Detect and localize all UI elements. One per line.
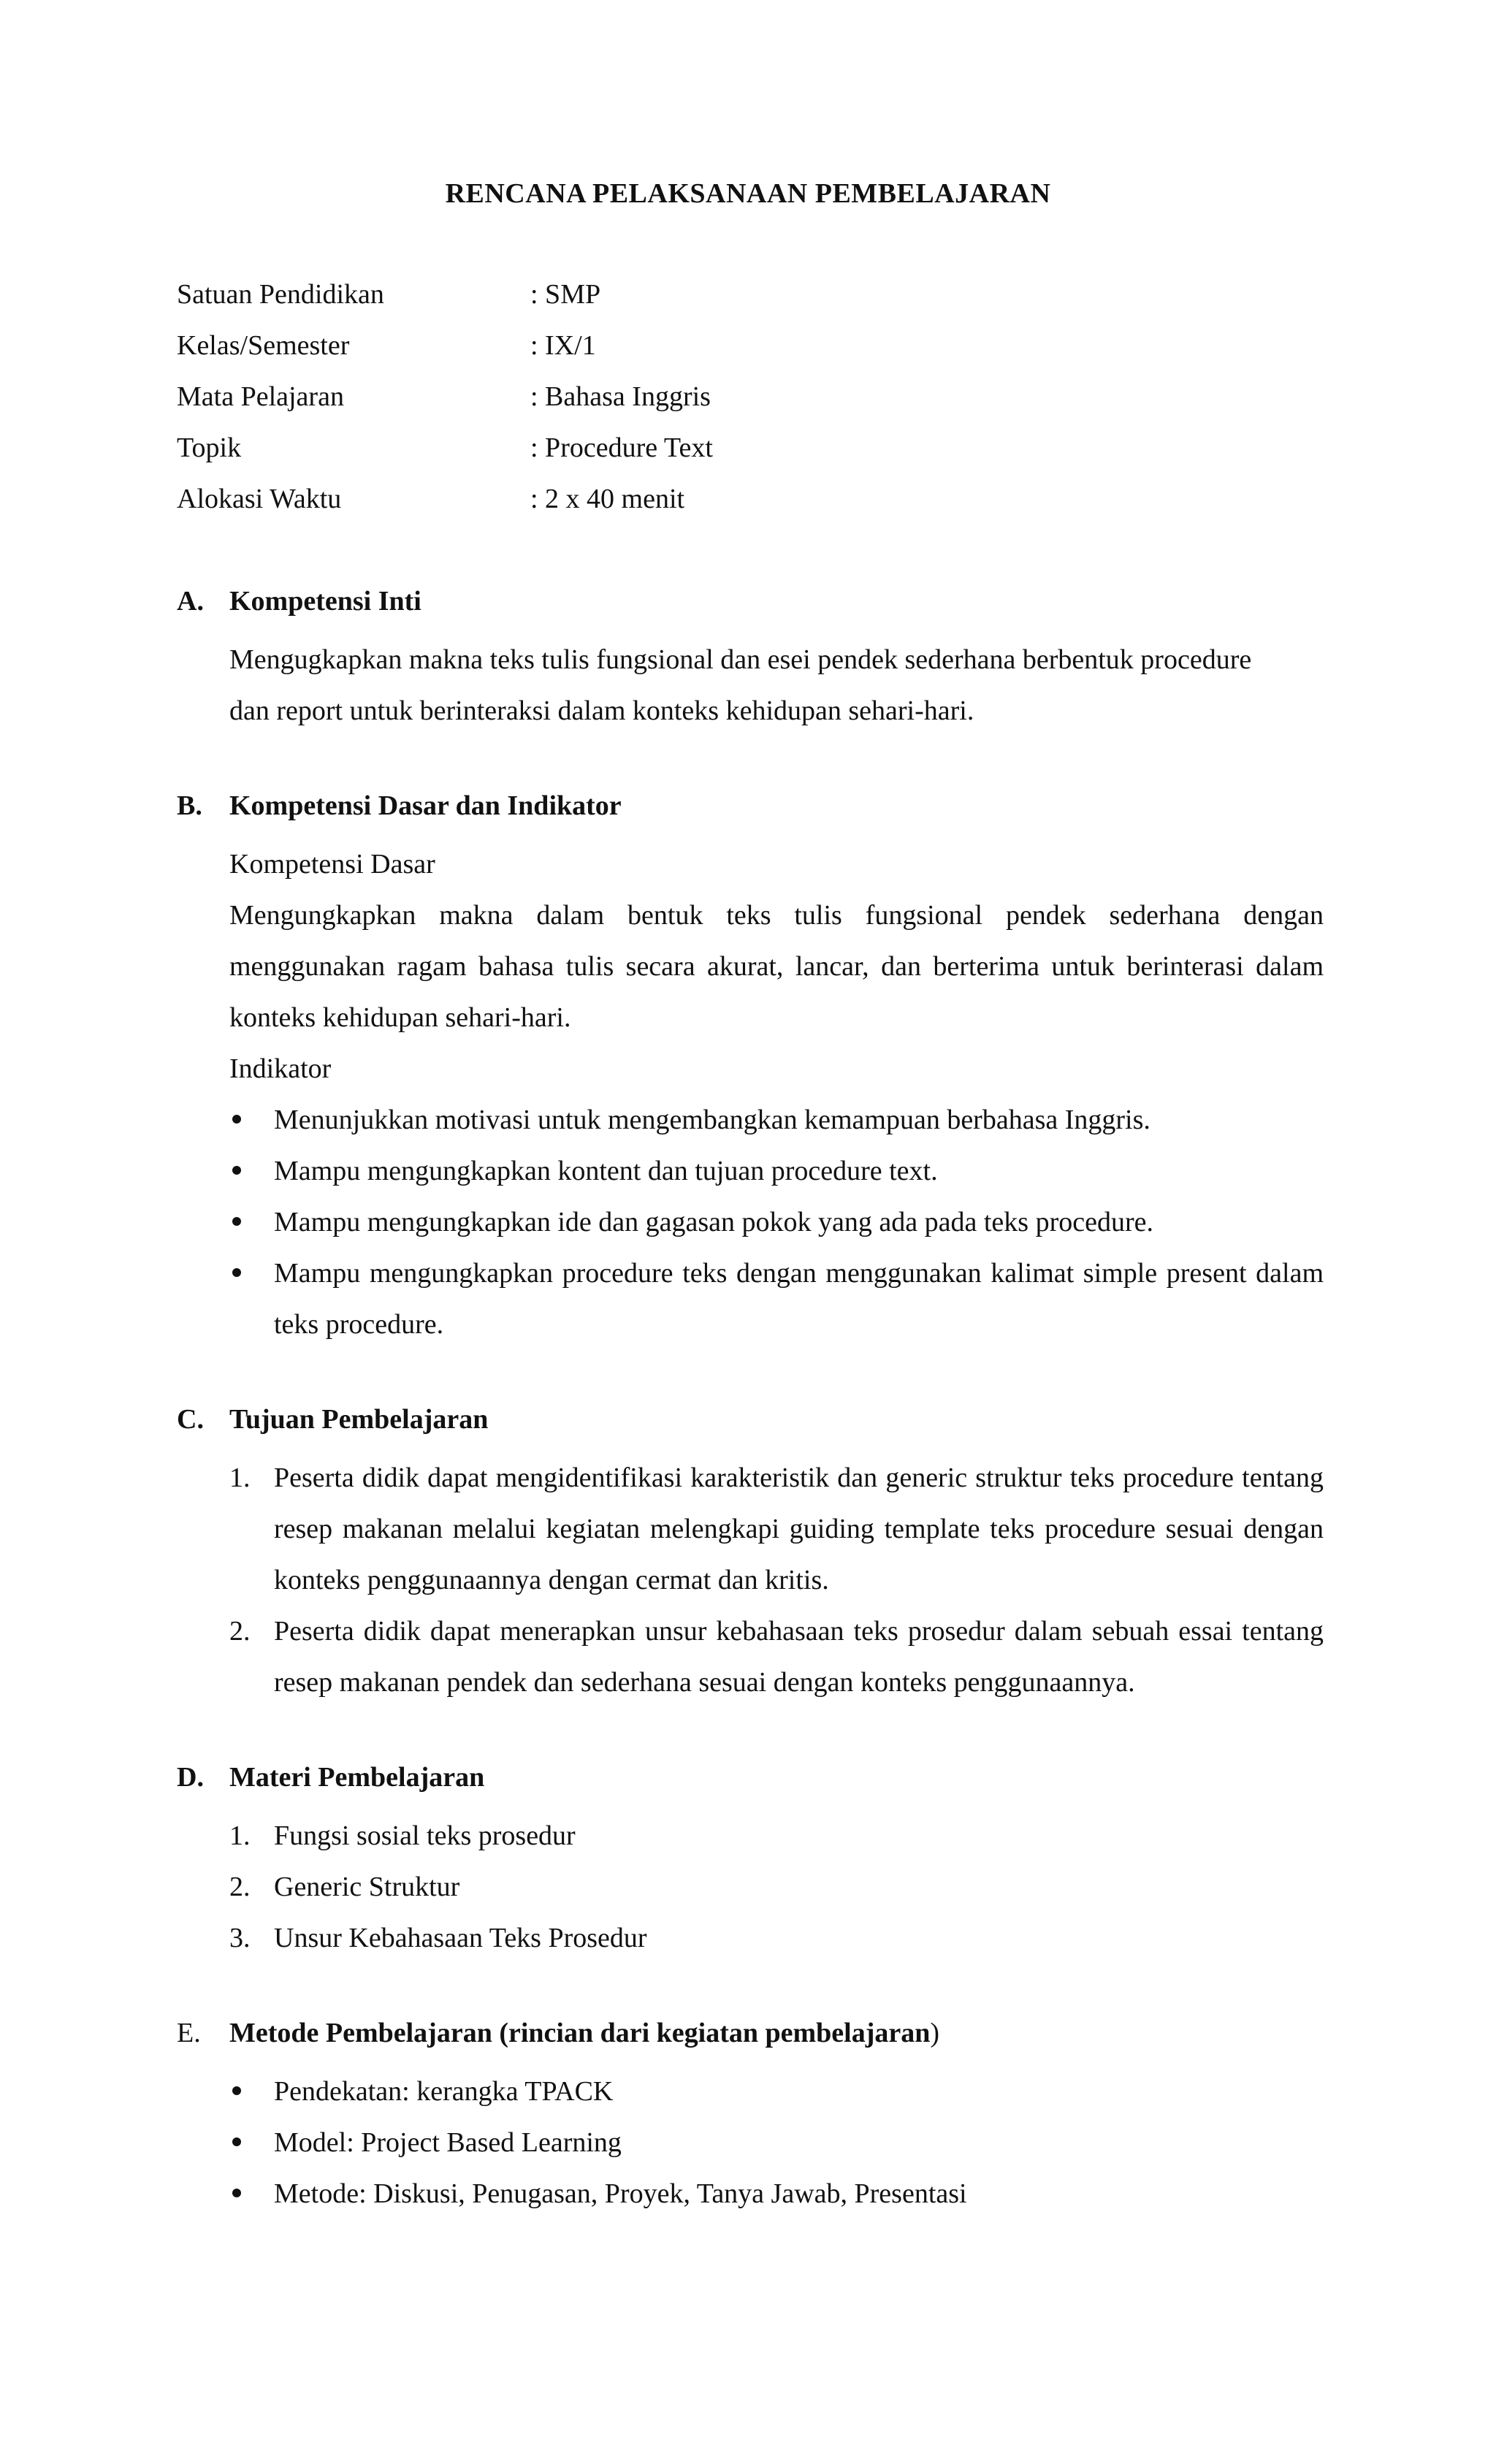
list-item-text: Fungsi sosial teks prosedur: [274, 1820, 576, 1851]
bullet-icon: [232, 2086, 241, 2095]
meta-row: [177, 481, 713, 532]
section-title-text: Metode Pembelajaran (rincian dari kegiatan pembelajaran: [229, 2018, 931, 2048]
material-list: [177, 1810, 1324, 1964]
section-heading: [177, 787, 1324, 824]
bullet-icon: [232, 1166, 241, 1175]
meta-label: Kelas/Semester: [177, 330, 350, 361]
list-item-text: Peserta didik dapat menerapkan unsur kebahasaan teks prosedur dalam sebuah essai tentang resep makanan pendek dan sederhana sesuai dengan konteks penggunaannya.: [274, 1616, 1324, 1698]
list-number: 3.: [229, 1923, 251, 1953]
section-paragraph: Mengungkapkan makna dalam bentuk teks tulis fungsional pendek sederhana dengan menggunakan ragam bahasa tulis secara akurat, lancar, dan berterima untuk berinterasi dalam konteks kehidupan sehari-hari.: [229, 900, 1324, 1033]
list-number: 2.: [229, 1616, 251, 1647]
list-item-text: Metode: Diskusi, Penugasan, Proyek, Tanya Jawab, Presentasi: [274, 2178, 967, 2209]
section-heading: [177, 1401, 1324, 1438]
section-tujuan-pembelajaran: [177, 1401, 1324, 1708]
list-item: [274, 1197, 1324, 1248]
meta-label: Alokasi Waktu: [177, 484, 342, 514]
meta-value: : Procedure Text: [530, 432, 713, 463]
meta-label: Satuan Pendidikan: [177, 279, 384, 310]
bullet-icon: [232, 2189, 241, 2197]
section-title-paren: ): [930, 2018, 940, 2048]
list-item: [229, 1861, 1324, 1912]
indicator-list: [177, 1094, 1324, 1350]
bullet-icon: [232, 1217, 241, 1226]
list-item-text: Unsur Kebahasaan Teks Prosedur: [274, 1923, 647, 1953]
section-title: [229, 2015, 939, 2051]
meta-row: [177, 430, 713, 481]
subheading-indikator: Indikator: [229, 1053, 332, 1084]
section-heading: [177, 1759, 1324, 1796]
meta-label: Mata Pelajaran: [177, 381, 344, 412]
section-metode-pembelajaran: [177, 2015, 1324, 2219]
meta-label: Topik: [177, 432, 242, 463]
section-letter: C.: [177, 1404, 204, 1435]
list-item: [229, 1810, 1324, 1861]
bullet-icon: [232, 2137, 241, 2146]
list-item-text: Mampu mengungkapkan kontent dan tujuan procedure text.: [274, 1156, 938, 1186]
meta-row: [177, 378, 713, 430]
list-item-text: Generic Struktur: [274, 1872, 460, 1902]
section-letter: E.: [177, 2018, 201, 2048]
bullet-icon: [232, 1115, 241, 1124]
section-letter: A.: [177, 586, 204, 617]
list-item: [274, 1145, 1324, 1197]
section-heading: [177, 583, 1324, 619]
meta-value: : Bahasa Inggris: [530, 381, 711, 412]
section-title: Tujuan Pembelajaran: [229, 1404, 489, 1435]
list-item-text: Mampu mengungkapkan procedure teks dengan menggunakan kalimat simple present dalam teks procedure.: [274, 1258, 1324, 1340]
meta-row: [177, 276, 713, 327]
section-title: Kompetensi Inti: [229, 586, 421, 617]
list-item-text: Model: Project Based Learning: [274, 2127, 622, 2158]
list-item: [229, 1912, 1324, 1964]
list-item: [229, 1606, 1324, 1708]
list-item: [229, 1452, 1324, 1606]
subheading-kompetensi-dasar: Kompetensi Dasar: [229, 849, 435, 880]
meta-value: : SMP: [530, 279, 601, 310]
list-item: [274, 1094, 1324, 1145]
bullet-icon: [232, 1268, 241, 1277]
list-item-text: Pendekatan: kerangka TPACK: [274, 2076, 614, 2107]
section-materi-pembelajaran: [177, 1759, 1324, 1964]
list-item-text: Mampu mengungkapkan ide dan gagasan pokok yang ada pada teks procedure.: [274, 1207, 1153, 1237]
list-item: [274, 2066, 1324, 2117]
list-number: 1.: [229, 1462, 251, 1493]
section-letter: B.: [177, 790, 202, 821]
list-item-text: Peserta didik dapat mengidentifikasi karakteristik dan generic struktur teks procedure tentang resep makanan melalui kegiatan melengkapi guiding template teks procedure sesuai dengan konteks penggunaannya dengan cermat dan kritis.: [274, 1462, 1324, 1595]
list-item: [274, 2168, 1324, 2219]
section-heading: [177, 2015, 1324, 2051]
objective-list: [177, 1452, 1324, 1708]
meta-value: : 2 x 40 menit: [530, 484, 685, 514]
document-title: RENCANA PELAKSANAAN PEMBELAJARAN: [445, 178, 1051, 209]
section-title: Kompetensi Dasar dan Indikator: [229, 790, 622, 821]
section-kompetensi-dasar: [177, 787, 1324, 1350]
list-item-text: Menunjukkan motivasi untuk mengembangkan kemampuan berbahasa Inggris.: [274, 1105, 1150, 1135]
identity-table: [177, 276, 713, 532]
list-item: [274, 2117, 1324, 2168]
section-title: Materi Pembelajaran: [229, 1762, 485, 1793]
section-letter: D.: [177, 1762, 204, 1793]
method-list: [177, 2066, 1324, 2219]
list-number: 2.: [229, 1872, 251, 1902]
section-paragraph: Mengugkapkan makna teks tulis fungsional dan esei pendek sederhana berbentuk procedure dan report untuk berinteraksi dalam konteks kehidupan sehari-hari.: [229, 644, 1252, 726]
meta-row: [177, 327, 713, 378]
list-item: [274, 1248, 1324, 1350]
meta-value: : IX/1: [530, 330, 596, 361]
list-number: 1.: [229, 1820, 251, 1851]
section-kompetensi-inti: [177, 583, 1324, 736]
